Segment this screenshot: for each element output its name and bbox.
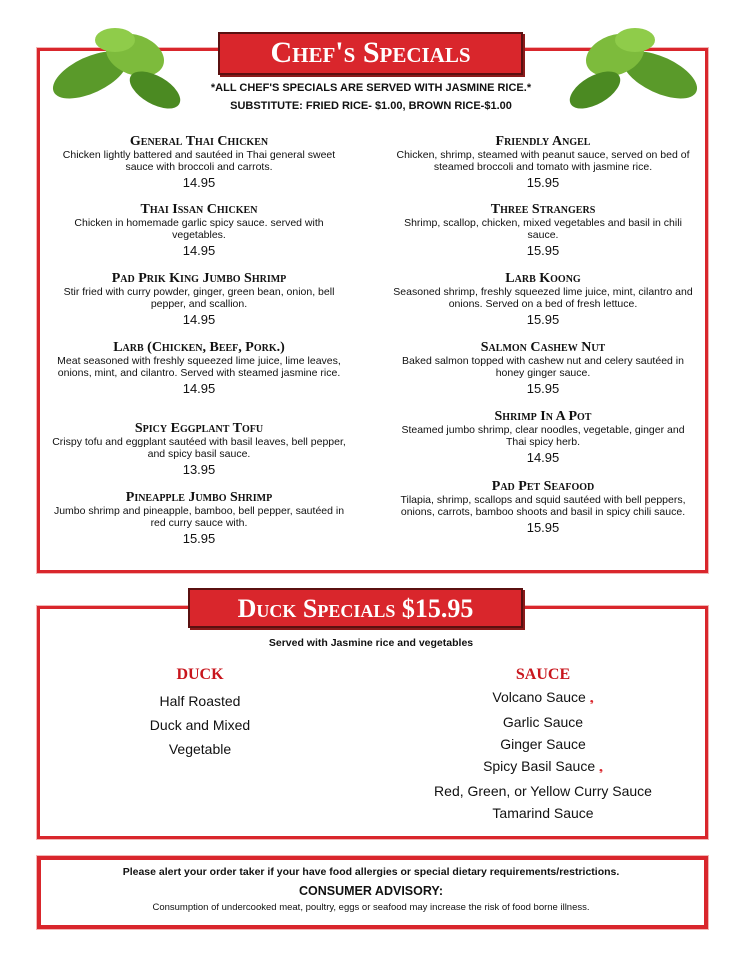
- item-price: 14.95: [182, 381, 216, 396]
- item-price: 15.95: [526, 312, 560, 327]
- chefs-specials-title: Chef's Specials: [218, 32, 523, 75]
- item-name: General Thai Chicken: [129, 134, 269, 149]
- item-description: Shrimp, scallop, chicken, mixed vegetables and basil in chili sauce.: [404, 217, 682, 241]
- item-price: 14.95: [182, 243, 216, 258]
- substitute-note: SUBSTITUTE: FRIED RICE- $1.00, BROWN RICE-$1.00: [230, 100, 512, 112]
- item-price: 13.95: [182, 462, 216, 477]
- duck-item: Half Roasted: [159, 693, 241, 709]
- sauce-label: Spicy Basil Sauce: [483, 758, 596, 774]
- item-description: Meat seasoned with freshly squeezed lime juice, lime leaves, onions, mint, and cilantro. Served with steamed jasmine rice.: [57, 355, 341, 379]
- item-description: Stir fried with curry powder, ginger, green bean, onion, bell pepper, and scallion.: [63, 286, 335, 310]
- item-price: 15.95: [182, 531, 216, 546]
- item-name: Three Strangers: [490, 202, 596, 217]
- item-price: 15.95: [526, 243, 560, 258]
- item-description: Crispy tofu and eggplant sautéed with basil leaves, bell pepper, and spicy basil sauce.: [52, 436, 346, 460]
- item-price: 15.95: [526, 520, 560, 535]
- item-name: Pineapple Jumbo Shrimp: [125, 490, 273, 505]
- menu-item: [49, 421, 349, 479]
- menu-item: [393, 409, 693, 467]
- item-description: Chicken, shrimp, steamed with peanut sauce, served on bed of steamed broccoli and tomato with jasmine rice.: [396, 149, 690, 173]
- menu-item: [49, 202, 349, 260]
- menu-item: [393, 134, 693, 192]
- sauce-item: [393, 755, 693, 780]
- advisory-title: CONSUMER ADVISORY:: [299, 884, 443, 898]
- item-description: Baked salmon topped with cashew nut and celery sautéed in honey ginger sauce.: [402, 355, 684, 379]
- item-name: Pad Prik King Jumbo Shrimp: [111, 271, 287, 286]
- duck-column: [100, 665, 300, 761]
- item-description: Chicken in homemade garlic spicy sauce. served with vegetables.: [74, 217, 324, 241]
- chili-pepper-icon: ❟: [589, 694, 594, 705]
- item-price: 15.95: [526, 381, 560, 396]
- item-name: Larb Koong: [505, 271, 581, 286]
- item-name: Spicy Eggplant Tofu: [134, 421, 264, 436]
- duck-item: Vegetable: [168, 741, 232, 757]
- sauce-label: Volcano Sauce: [492, 689, 586, 705]
- jasmine-rice-note: *ALL CHEF'S SPECIALS ARE SERVED WITH JASMINE RICE.*: [210, 82, 532, 94]
- sauce-item: Ginger Sauce: [500, 736, 586, 752]
- item-description: Tilapia, shrimp, scallops and squid sautéed with bell peppers, onions, carrots, bamboo shoots and basil in spicy chili sauce.: [400, 494, 686, 518]
- item-price: 14.95: [182, 175, 216, 190]
- item-name: Thai Issan Chicken: [140, 202, 258, 217]
- sauce-item: [393, 686, 693, 711]
- item-price: 15.95: [526, 175, 560, 190]
- item-description: Jumbo shrimp and pineapple, bamboo, bell pepper, sautéed in red curry sauce with.: [53, 505, 345, 529]
- sauce-heading: SAUCE: [515, 666, 571, 683]
- menu-item: [49, 271, 349, 329]
- sauce-item: Red, Green, or Yellow Curry Sauce: [434, 783, 652, 799]
- item-description: Chicken lightly battered and sautéed in Thai general sweet sauce with broccoli and carrots.: [62, 149, 336, 173]
- item-description: Steamed jumbo shrimp, clear noodles, vegetable, ginger and Thai spicy herb.: [401, 424, 685, 448]
- menu-item: [49, 340, 349, 398]
- item-price: 14.95: [182, 312, 216, 327]
- duck-item: Duck and Mixed: [149, 717, 251, 733]
- item-name: Pad Pet Seafood: [491, 479, 595, 494]
- item-name: Shrimp In A Pot: [494, 409, 592, 424]
- allergy-alert: Please alert your order taker if your have food allergies or special dietary requirements/restrictions.: [122, 866, 620, 878]
- sauce-column: [393, 665, 693, 824]
- menu-item: [393, 479, 693, 537]
- item-name: Larb (Chicken, Beef, Pork.): [113, 340, 285, 355]
- duck-subtitle: Served with Jasmine rice and vegetables: [268, 637, 474, 649]
- sauce-item: Tamarind Sauce: [492, 805, 594, 821]
- item-price: 14.95: [526, 450, 560, 465]
- item-description: Seasoned shrimp, freshly squeezed lime juice, mint, cilantro and onions. Served on a bed of fresh lettuce.: [393, 286, 693, 310]
- item-name: Friendly Angel: [495, 134, 591, 149]
- menu-item: [49, 490, 349, 548]
- duck-specials-title: Duck Specials $15.95: [188, 588, 523, 628]
- menu-item: [393, 271, 693, 329]
- menu-item: [393, 202, 693, 260]
- item-name: Salmon Cashew Nut: [480, 340, 606, 355]
- menu-item: [393, 340, 693, 398]
- sauce-item: Garlic Sauce: [502, 714, 584, 730]
- duck-heading: DUCK: [176, 666, 224, 683]
- advisory-text: Consumption of undercooked meat, poultry, eggs or seafood may increase the risk of food borne illness.: [152, 902, 590, 913]
- chili-pepper-icon: ❟: [599, 763, 603, 774]
- menu-item: [49, 134, 349, 192]
